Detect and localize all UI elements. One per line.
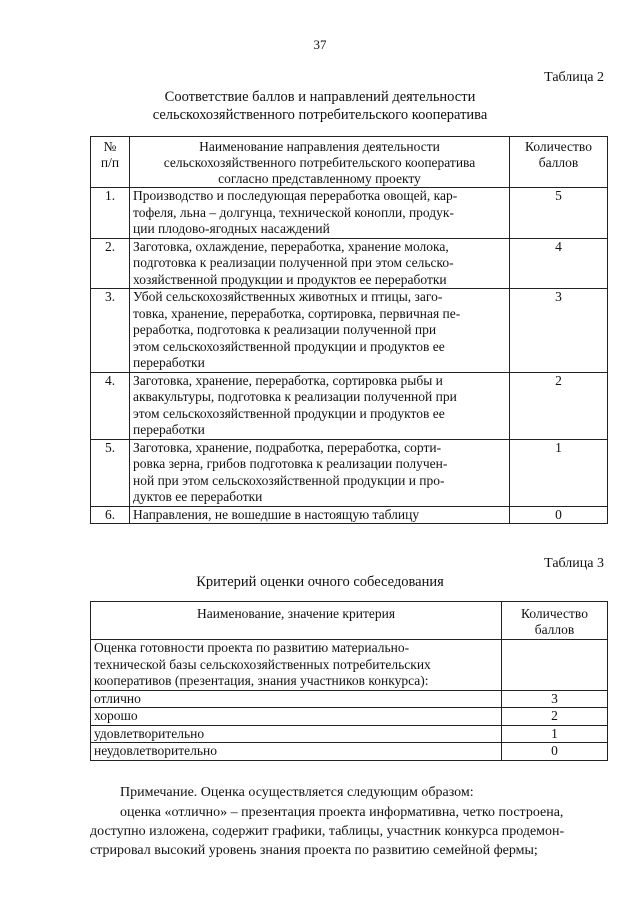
criterion-label: удовлетворительно <box>91 725 502 743</box>
row-direction <box>130 238 510 289</box>
table-row <box>91 506 608 524</box>
row-direction-line: Заготовка, хранение, переработка, сортировка рыбы и <box>133 372 443 388</box>
row-direction-line: ровка зерна, грибов подготовка к реализации получен- <box>133 456 448 471</box>
row-num: 3. <box>91 289 130 373</box>
note-line-4: стрировал высокий уровень знания проекта по развитию семейной фермы; <box>90 843 538 858</box>
header-text: № <box>103 139 117 154</box>
table-row <box>91 289 608 373</box>
table3-title: Критерий оценки очного собеседования <box>196 574 444 590</box>
row-points: 3 <box>510 289 608 373</box>
criterion-group-line: технической базы сельскохозяйственных потребительских <box>94 656 431 672</box>
row-direction-line: тофеля, льна – долгунца, технической конопли, продук- <box>133 204 454 220</box>
table-row-group <box>91 640 608 691</box>
criterion-group <box>91 640 502 691</box>
header-points <box>502 602 608 640</box>
row-direction <box>130 439 510 506</box>
row-direction-line: ной при этом сельскохозяйственной продукции и про- <box>133 472 445 488</box>
row-direction <box>130 506 510 524</box>
table-row <box>91 372 608 439</box>
row-direction-line: подготовка к реализации полученной при этом сельско- <box>133 255 454 270</box>
row-points: 0 <box>510 506 608 524</box>
row-direction-line: Заготовка, охлаждение, переработка, хранение молока, <box>133 238 449 254</box>
criterion-group-line: кооперативов (презентация, знания участников конкурса): <box>94 673 429 688</box>
criterion-label: хорошо <box>91 708 502 726</box>
table3 <box>90 601 608 761</box>
table-row <box>91 439 608 506</box>
row-points: 1 <box>510 439 608 506</box>
criterion-group-points <box>502 640 608 691</box>
header-points <box>510 137 608 188</box>
header-text: сельскохозяйственного потребительского кооператива <box>163 155 476 170</box>
row-direction-line: этом сельскохозяйственной продукции и продуктов ее <box>133 405 445 421</box>
table2 <box>90 136 608 524</box>
table2-title-line: сельскохозяйственного потребительского кооператива <box>152 107 488 123</box>
row-direction-line: реработка, подготовка к реализации полученной при <box>133 322 437 337</box>
row-direction-line: хозяйственной продукции и продуктов ее переработки <box>133 271 447 287</box>
header-text: Количество <box>521 606 588 621</box>
row-num: 5. <box>91 439 130 506</box>
table-row <box>91 708 608 726</box>
table2-label: Таблица 2 <box>544 70 604 85</box>
row-num: 1. <box>91 188 130 239</box>
table3-header-row <box>91 602 608 640</box>
header-text: баллов <box>534 622 575 637</box>
row-direction <box>130 289 510 373</box>
row-direction-line: этом сельскохозяйственной продукции и продуктов ее <box>133 338 445 354</box>
header-text: согласно представленному проекту <box>218 171 421 186</box>
row-direction-line: ции плодово-ягодных насаждений <box>133 221 330 236</box>
criterion-points: 3 <box>502 690 608 708</box>
row-direction-line: Убой сельскохозяйственных животных и птицы, заго- <box>133 289 443 304</box>
table-row <box>91 725 608 743</box>
row-direction-line: Заготовка, хранение, подработка, переработка, сорти- <box>133 439 442 455</box>
row-direction-line: товка, хранение, переработка, сортировка, первичная пе- <box>133 305 461 321</box>
table2-title <box>0 88 640 124</box>
row-direction-line: аквакультуры, подготовка к реализации полученной при <box>133 389 457 404</box>
table3-label: Таблица 3 <box>544 556 604 571</box>
row-direction-line: переработки <box>133 355 205 370</box>
header-text: Наименование направления деятельности <box>199 139 440 154</box>
table-row <box>91 238 608 289</box>
row-direction-line: Направления, не вошедшие в настоящую таблицу <box>133 506 420 522</box>
criterion-points: 2 <box>502 708 608 726</box>
note-line-2: оценка «отлично» – презентация проекта информативна, четко построена, <box>120 805 564 820</box>
header-num <box>91 137 130 188</box>
header-criterion: Наименование, значение критерия <box>91 602 502 640</box>
header-text: Количество <box>525 139 592 154</box>
row-points: 5 <box>510 188 608 239</box>
header-direction <box>130 137 510 188</box>
table-row <box>91 690 608 708</box>
header-text: баллов <box>538 155 579 170</box>
criterion-points: 0 <box>502 743 608 761</box>
row-direction-line: переработки <box>133 422 205 437</box>
note-line-3: доступно изложена, содержит графики, таблицы, участник конкурса продемон- <box>90 824 565 839</box>
row-direction <box>130 188 510 239</box>
row-points: 2 <box>510 372 608 439</box>
criterion-points: 1 <box>502 725 608 743</box>
row-num: 2. <box>91 238 130 289</box>
page-number: 37 <box>313 37 327 52</box>
row-direction <box>130 372 510 439</box>
row-points: 4 <box>510 238 608 289</box>
criterion-label: неудовлетворительно <box>91 743 502 761</box>
row-num: 6. <box>91 506 130 524</box>
header-text: п/п <box>100 155 120 170</box>
note-line-1: Примечание. Оценка осуществляется следующим образом: <box>120 785 474 800</box>
row-num: 4. <box>91 372 130 439</box>
table-row <box>91 743 608 761</box>
criterion-label: отлично <box>91 690 502 708</box>
table2-title-line: Соответствие баллов и направлений деятельности <box>164 89 476 105</box>
row-direction-line: дуктов ее переработки <box>133 489 263 504</box>
table2-header-row <box>91 137 608 188</box>
table-row <box>91 188 608 239</box>
criterion-group-line: Оценка готовности проекта по развитию материально- <box>94 640 410 655</box>
row-direction-line: Производство и последующая переработка овощей, кар- <box>133 188 458 203</box>
